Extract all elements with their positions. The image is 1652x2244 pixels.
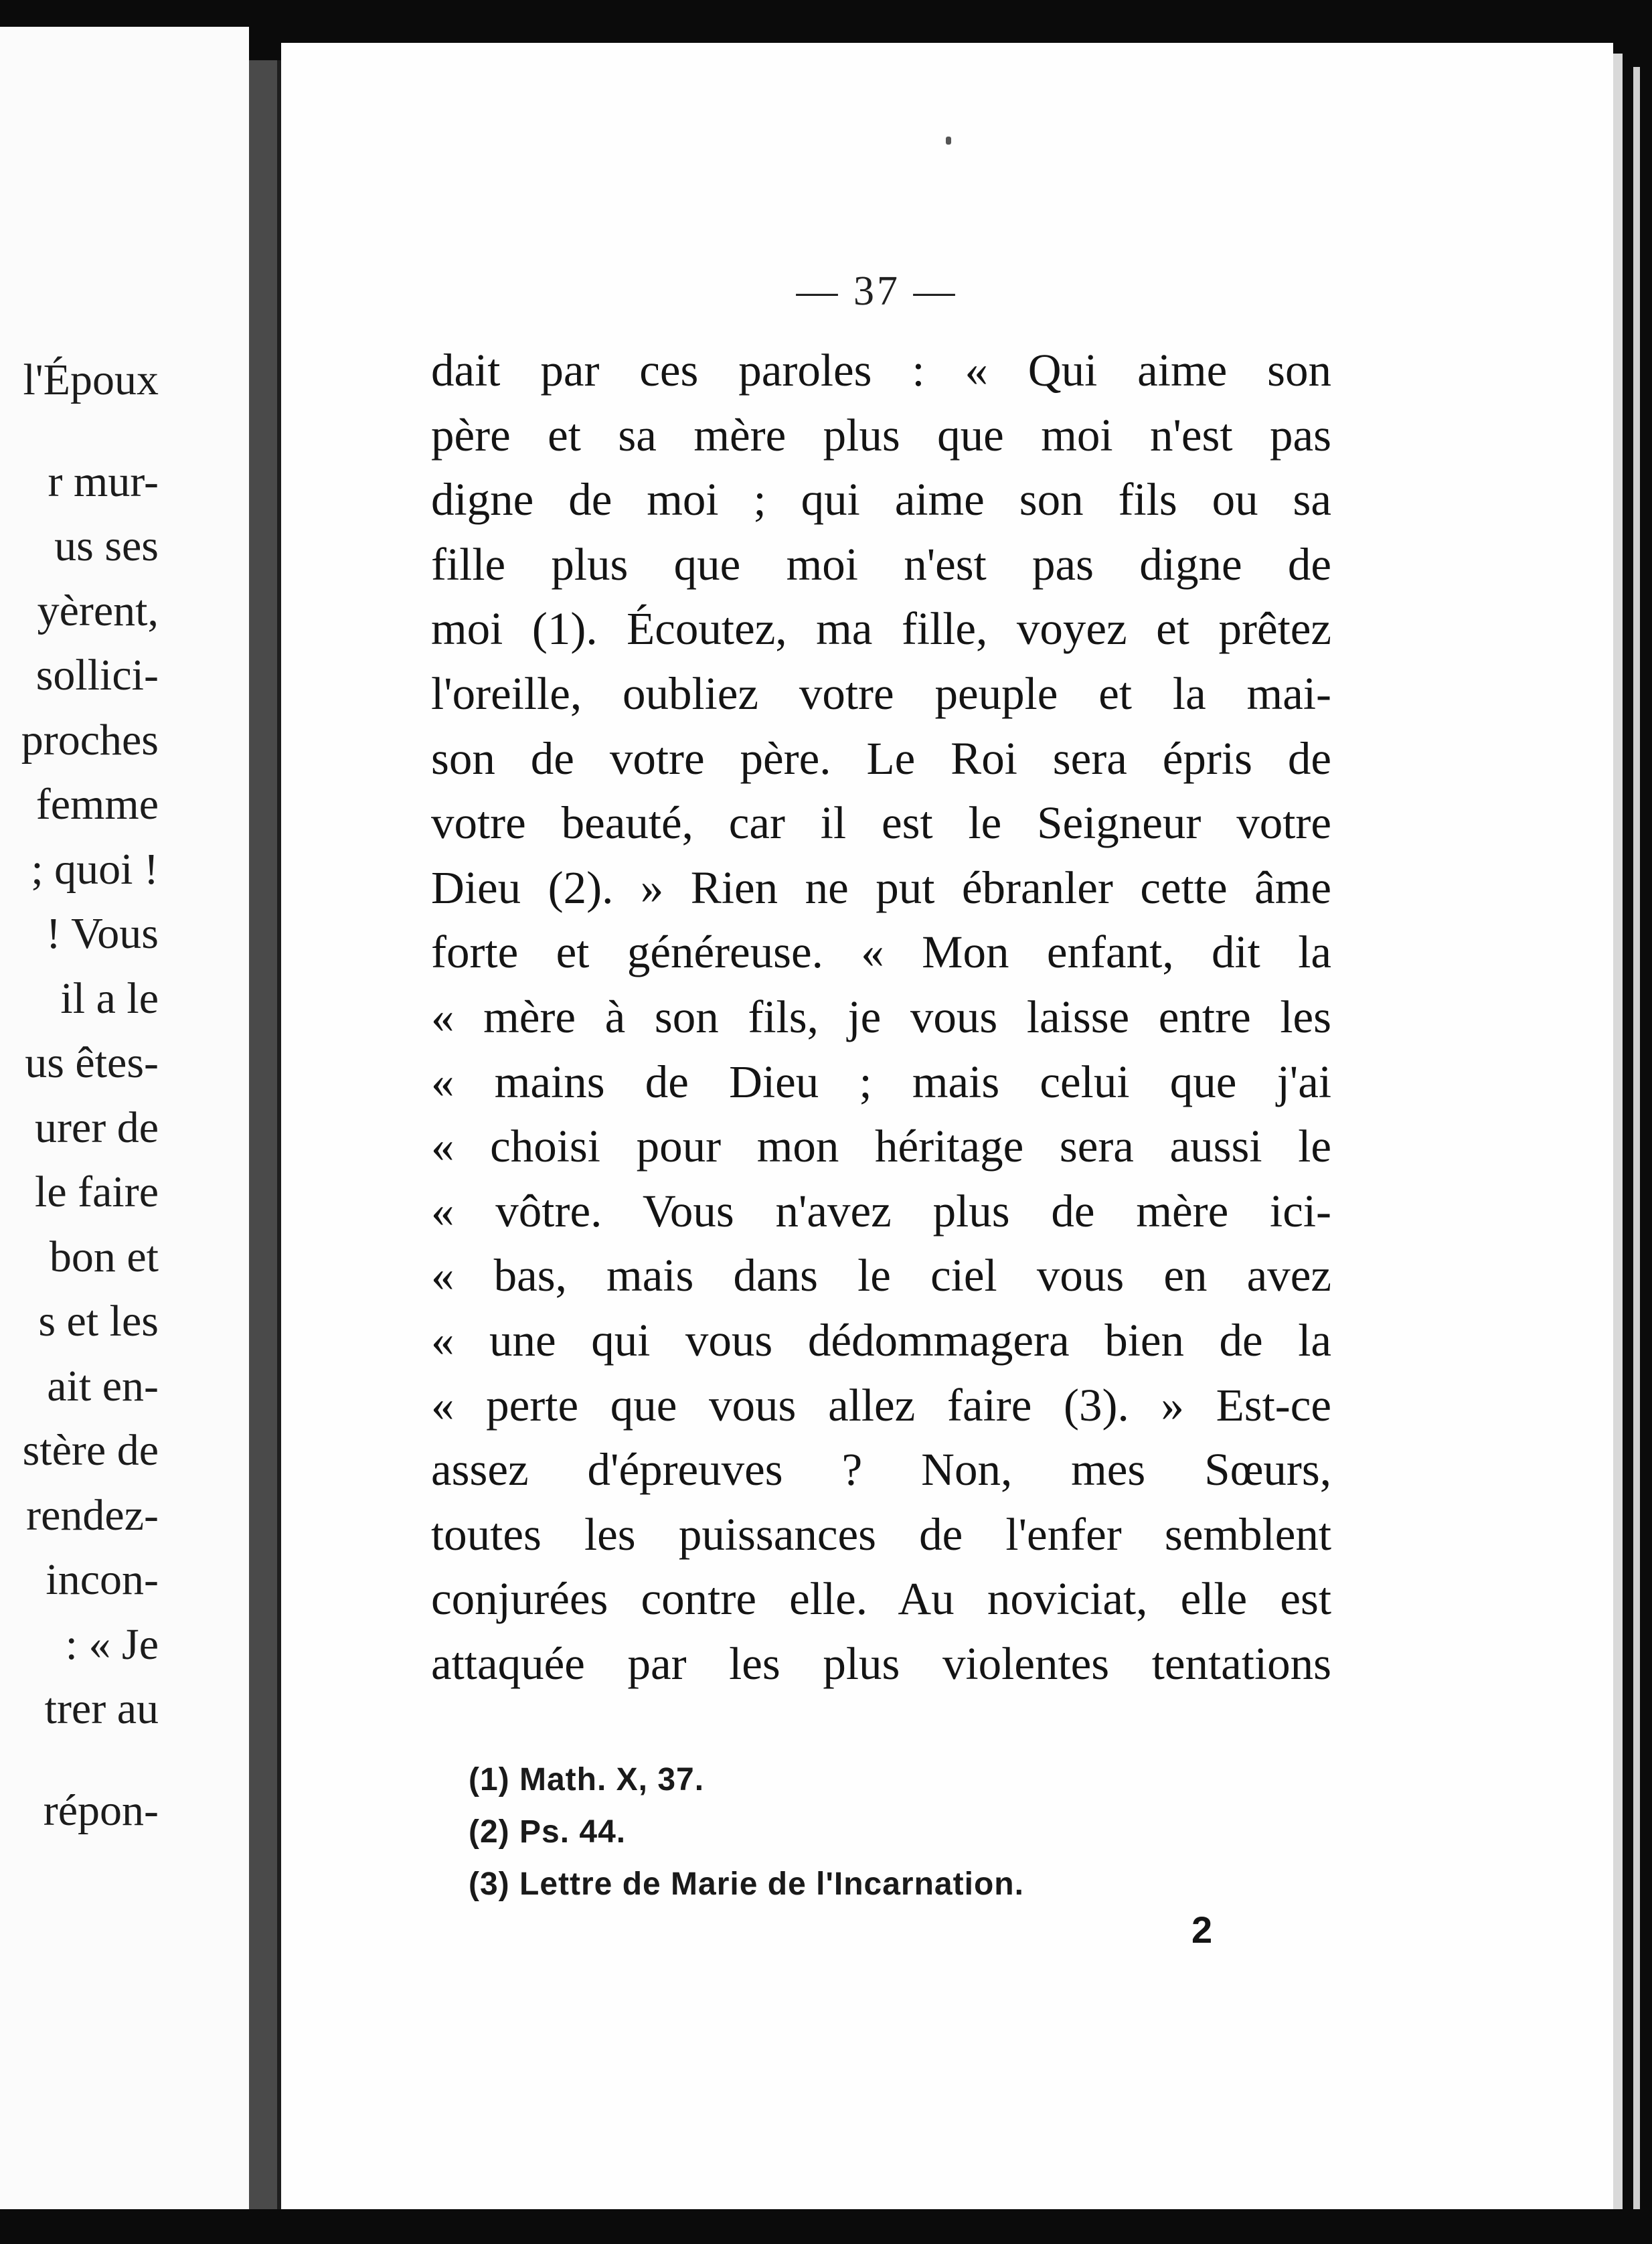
page-edge bbox=[1633, 67, 1640, 2209]
text-line: attaquée par les plus violentes tentations bbox=[431, 1637, 1331, 1689]
left-page-line: r mur- bbox=[48, 457, 159, 506]
left-page-line: trer au bbox=[44, 1684, 159, 1733]
left-page-line: femme bbox=[35, 780, 159, 829]
footnote: (2) Ps. 44. bbox=[469, 1814, 627, 1850]
left-page-line: incon- bbox=[46, 1555, 159, 1604]
left-page-line: yèrent, bbox=[37, 586, 159, 635]
page-body-text bbox=[431, 338, 1331, 1696]
text-line: moi (1). Écoutez, ma fille, voyez et prêtez bbox=[431, 603, 1331, 655]
footnote: (1) Math. X, 37. bbox=[469, 1762, 705, 1797]
left-page-line: le faire bbox=[34, 1168, 159, 1216]
left-page-line: us ses bbox=[54, 522, 159, 570]
text-line: « bas, mais dans le ciel vous en avez bbox=[431, 1250, 1331, 1301]
text-line: assez d'épreuves ? Non, mes Sœurs, bbox=[431, 1444, 1331, 1496]
left-page-line: l'Époux bbox=[23, 355, 159, 404]
left-page-line: s et les bbox=[38, 1297, 159, 1346]
text-line: « mains de Dieu ; mais celui que j'ai bbox=[431, 1056, 1331, 1107]
footnote: (3) Lettre de Marie de l'Incarnation. bbox=[469, 1866, 1024, 1902]
left-page-text bbox=[0, 348, 159, 1843]
left-page-line: proches bbox=[21, 715, 159, 765]
left-page-line: urer de bbox=[34, 1103, 159, 1152]
text-line: toutes les puissances de l'enfer semblent bbox=[431, 1508, 1331, 1560]
left-page-line: ! Vous bbox=[46, 909, 159, 958]
ink-speck bbox=[946, 137, 951, 145]
text-line: « vôtre. Vous n'avez plus de mère ici- bbox=[431, 1185, 1331, 1236]
text-line: « perte que vous allez faire (3). » Est-ce bbox=[431, 1379, 1331, 1431]
left-page-line: stère de bbox=[22, 1426, 159, 1475]
text-line: fille plus que moi n'est pas digne de bbox=[431, 538, 1331, 590]
text-line: son de votre père. Le Roi sera épris de bbox=[431, 732, 1331, 784]
text-line: digne de moi ; qui aime son fils ou sa bbox=[431, 474, 1331, 526]
text-line: père et sa mère plus que moi n'est pas bbox=[431, 409, 1331, 461]
left-page-line: il a le bbox=[60, 973, 159, 1023]
text-line: dait par ces paroles : « Qui aime son bbox=[431, 345, 1331, 396]
text-line: conjurées contre elle. Au noviciat, elle est bbox=[431, 1573, 1331, 1625]
text-line: « une qui vous dédommagera bien de la bbox=[431, 1314, 1331, 1366]
text-line: « choisi pour mon héritage sera aussi le bbox=[431, 1121, 1331, 1172]
signature-mark: 2 bbox=[1191, 1909, 1213, 1951]
scan-border-bottom bbox=[0, 2209, 1652, 2244]
text-line: l'oreille, oubliez votre peuple et la mai- bbox=[431, 667, 1331, 719]
text-line: « mère à son fils, je vous laisse entre les bbox=[431, 991, 1331, 1042]
left-page-line: us êtes- bbox=[25, 1038, 159, 1087]
left-page-line: rendez- bbox=[26, 1490, 159, 1540]
left-page-line: : « Je bbox=[65, 1619, 159, 1669]
page-edge bbox=[1613, 54, 1623, 2209]
page-edge-shadow bbox=[1623, 60, 1633, 2209]
left-facing-page bbox=[0, 27, 249, 2213]
footnotes bbox=[469, 1754, 1138, 1911]
left-page-line: bon et bbox=[49, 1232, 159, 1281]
text-line: Dieu (2). » Rien ne put ébranler cette âme bbox=[431, 862, 1331, 913]
book-spine-gutter bbox=[249, 60, 281, 2213]
left-page-line: ait en- bbox=[47, 1361, 159, 1411]
text-line: votre beauté, car il est le Seigneur votre bbox=[431, 797, 1331, 849]
left-page-line: sollici- bbox=[35, 651, 159, 700]
left-page-line: ; quoi ! bbox=[31, 844, 159, 894]
left-page-line: répon- bbox=[43, 1785, 159, 1835]
page-number: — 37 — bbox=[796, 268, 958, 314]
text-line: forte et généreuse. « Mon enfant, dit la bbox=[431, 927, 1331, 978]
